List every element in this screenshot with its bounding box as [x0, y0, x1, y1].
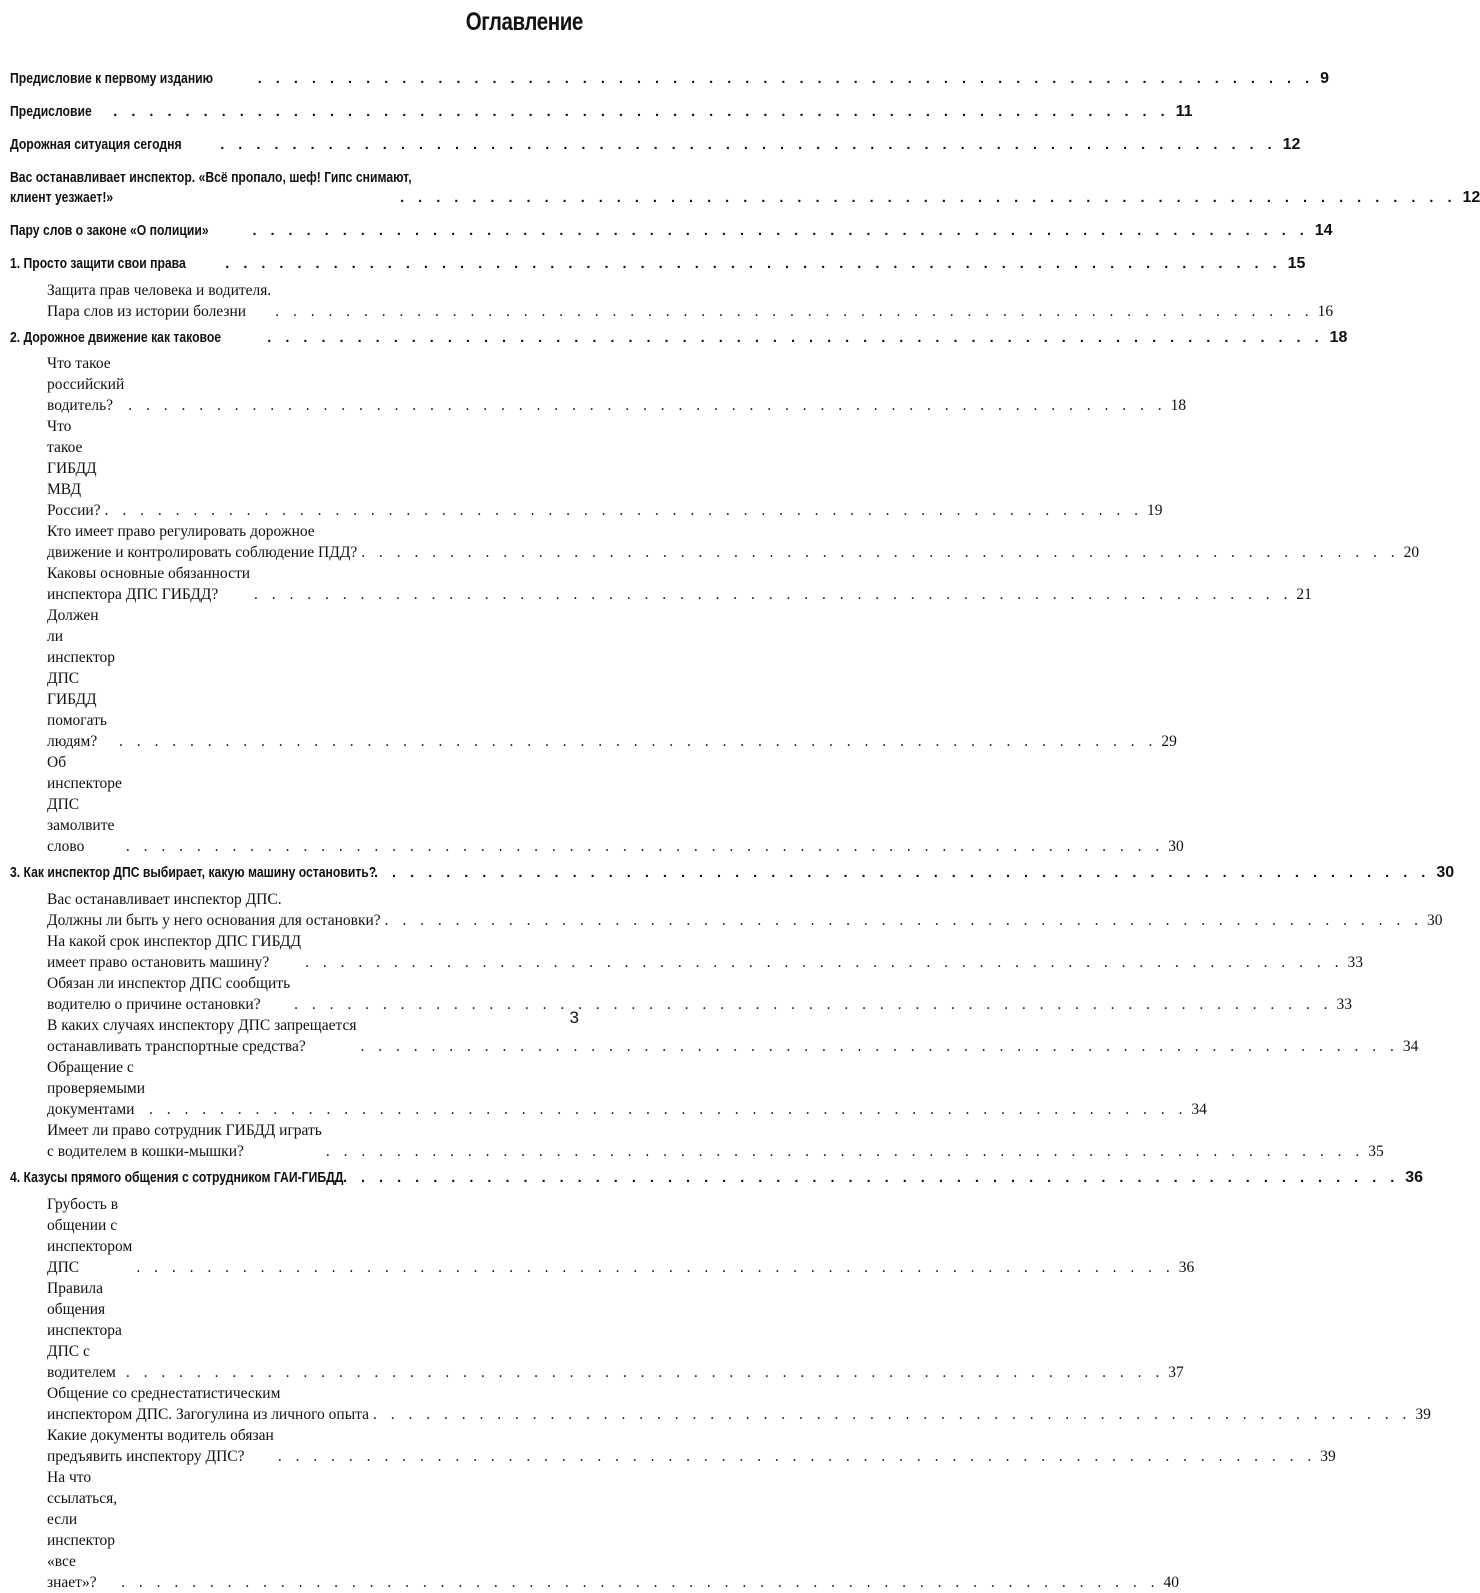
- dot-leader: . . . . . . . . . . . . . . . . . . . . . . . . . . . . . . . . . . . . . . . . . . . . . . . . . . . . . . . . . . .: [128, 397, 1167, 414]
- toc-entry-title-line2: Пара слов из истории болезни: [47, 303, 247, 320]
- toc-subentry: [10, 752, 1184, 857]
- toc-subentry: [10, 416, 1163, 521]
- toc-entry-title-line1: В каких случаях инспектору ДПС запрещается: [47, 1017, 357, 1034]
- toc-entry-title: Предисловие: [10, 104, 92, 120]
- toc-page-number: 21: [1296, 586, 1312, 603]
- toc-entry-title: Дорожная ситуация сегодня: [10, 137, 182, 153]
- toc-page-number: 12: [1462, 189, 1480, 206]
- toc-entry-title-line2: с водителем в кошки-мышки?: [47, 1143, 244, 1160]
- toc-page-number: 36: [1405, 1169, 1424, 1186]
- dot-leader: . . . . . . . . . . . . . . . . . . . . . . . . . . . . . . . . . . . . . . . . . . . . . . . . . . . . . . . . . . .: [254, 586, 1293, 603]
- dot-leader: . . . . . . . . . . . . . . . . . . . . . . . . . . . . . . . . . . . . . . . . . . . . . . . . . . . . . . . . . . .: [149, 1101, 1188, 1118]
- dot-leader: . . . . . . . . . . . . . . . . . . . . . . . . . . . . . . . . . . . . . . . . . . . . . . . . . . . . . . . . . . .: [119, 733, 1158, 750]
- toc-page-number: 18: [1170, 397, 1187, 414]
- toc-entry-title: 4. Казусы прямого общения с сотрудником ГАИ-ГИБДД: [10, 1170, 344, 1186]
- toc-subentry: [10, 1467, 1179, 1593]
- toc-subentry: [10, 1278, 1184, 1383]
- toc-entry-title: Что такое ГИБДД МВД России?: [47, 418, 101, 519]
- toc-entry-title-line2: движение и контролировать соблюдение ПДД?: [47, 544, 358, 561]
- toc-entry-title-line1: Общение со среднестатистическим: [47, 1385, 281, 1402]
- dot-leader: . . . . . . . . . . . . . . . . . . . . . . . . . . . . . . . . . . . . . . . . . . . . . . . . . . . . . . . . . . .: [373, 865, 1431, 881]
- toc-subentry: [10, 1120, 1384, 1162]
- toc-section: [10, 168, 1480, 208]
- dot-leader: . . . . . . . . . . . . . . . . . . . . . . . . . . . . . . . . . . . . . . . . . . . . . . . . . . . . . . . . . . .: [372, 1406, 1412, 1423]
- toc-subentry: [10, 1057, 1207, 1120]
- toc-page-number: 18: [1329, 329, 1348, 346]
- dot-leader: . . . . . . . . . . . . . . . . . . . . . . . . . . . . . . . . . . . . . . . . . . . . . . . . . . . . . . . . . . .: [257, 71, 1315, 87]
- dot-leader: . . . . . . . . . . . . . . . . . . . . . . . . . . . . . . . . . . . . . . . . . . . . . . . . . . . . . . . . . . .: [220, 137, 1277, 153]
- toc-entry-title: Грубость в общении с инспектором ДПС: [47, 1196, 133, 1276]
- toc-entry-title-line1: Вас останавливает инспектор ДПС.: [47, 891, 282, 908]
- toc-subentry: [10, 521, 1420, 563]
- toc-entry-title-line2: инспектором ДПС. Загогулина из личного опыта: [47, 1406, 369, 1423]
- toc-subentry: [10, 1425, 1336, 1467]
- dot-leader: . . . . . . . . . . . . . . . . . . . . . . . . . . . . . . . . . . . . . . . . . . . . . . . . . . . . . . . . . . .: [294, 996, 1333, 1013]
- toc-subentry: [10, 931, 1363, 973]
- toc-page-number: 14: [1314, 222, 1333, 239]
- toc-entry-title-line1: Защита прав человека и водителя.: [47, 282, 272, 299]
- dot-leader: . . . . . . . . . . . . . . . . . . . . . . . . . . . . . . . . . . . . . . . . . . . . . . . . . . . . . . . . . . .: [361, 544, 1400, 561]
- toc-entry-title-line2: имеет право остановить машину?: [47, 954, 270, 971]
- toc-entry-title-line1: Вас останавливает инспектор. «Всё пропало, шеф! Гипс снимают,: [10, 170, 412, 186]
- toc-entry-title: Пару слов о законе «О полиции»: [10, 223, 209, 239]
- toc-entry-title: 3. Как инспектор ДПС выбирает, какую машину остановить?: [10, 865, 377, 881]
- toc-page-number: 34: [1191, 1101, 1207, 1118]
- toc-page-number: 20: [1403, 544, 1420, 561]
- toc-page-number: 35: [1368, 1143, 1384, 1160]
- toc-section: [10, 328, 1348, 348]
- table-of-contents: [10, 69, 1480, 1593]
- dot-leader: . . . . . . . . . . . . . . . . . . . . . . . . . . . . . . . . . . . . . . . . . . . . . . . . . . . . . . . . . . .: [400, 190, 1457, 206]
- toc-page-number: 9: [1320, 70, 1329, 87]
- toc-page-number: 11: [1175, 103, 1193, 120]
- toc-page-number: 40: [1163, 1574, 1179, 1591]
- toc-entry-title-line1: Имеет ли право сотрудник ГИБДД играть: [47, 1122, 322, 1139]
- toc-page-number: 15: [1287, 255, 1306, 272]
- dot-leader: . . . . . . . . . . . . . . . . . . . . . . . . . . . . . . . . . . . . . . . . . . . . . . . . . . . . . . . . . . .: [342, 1170, 1400, 1186]
- toc-page-number: 30: [1436, 864, 1455, 881]
- dot-leader: . . . . . . . . . . . . . . . . . . . . . . . . . . . . . . . . . . . . . . . . . . . . . . . . . . . . . . . . . . .: [275, 303, 1314, 320]
- toc-page-number: 12: [1282, 136, 1301, 153]
- toc-entry-title: Должен ли инспектор ДПС ГИБДД помогать людям?: [47, 607, 116, 750]
- dot-leader: . . . . . . . . . . . . . . . . . . . . . . . . . . . . . . . . . . . . . . . . . . . . . . . . . . . . . . . . . . .: [277, 1448, 1317, 1465]
- toc-entry-title-line1: Кто имеет право регулировать дорожное: [47, 523, 315, 540]
- toc-entry-title-line2: предъявить инспектору ДПС?: [47, 1448, 245, 1465]
- toc-subentry: [10, 1194, 1195, 1278]
- toc-subentry: [10, 280, 1334, 322]
- toc-subentry: [10, 973, 1353, 1015]
- toc-entry-title: Об инспекторе ДПС замолвите слово: [47, 754, 122, 855]
- dot-leader: . . . . . . . . . . . . . . . . . . . . . . . . . . . . . . . . . . . . . . . . . . . . . . . . . . . . . . . . . . .: [121, 1574, 1160, 1591]
- toc-subentry: [10, 1015, 1419, 1057]
- dot-leader: . . . . . . . . . . . . . . . . . . . . . . . . . . . . . . . . . . . . . . . . . . . . . . . . . . . . . . . . . . .: [325, 1143, 1365, 1160]
- dot-leader: . . . . . . . . . . . . . . . . . . . . . . . . . . . . . . . . . . . . . . . . . . . . . . . . . . . . . . . . . . .: [384, 912, 1424, 929]
- page-title: Оглавление: [465, 8, 583, 36]
- toc-page-number: 34: [1402, 1038, 1419, 1055]
- dot-leader: . . . . . . . . . . . . . . . . . . . . . . . . . . . . . . . . . . . . . . . . . . . . . . . . . . . . . . . . . . .: [225, 256, 1282, 272]
- toc-page-number: 37: [1168, 1364, 1184, 1381]
- dot-leader: . . . . . . . . . . . . . . . . . . . . . . . . . . . . . . . . . . . . . . . . . . . . . . . . . . . . . . . . . . .: [136, 1259, 1175, 1276]
- toc-page-number: 39: [1320, 1448, 1336, 1465]
- toc-entry-title: Что такое российский водитель?: [47, 355, 125, 414]
- toc-section: [10, 135, 1301, 155]
- toc-page-number: 30: [1168, 838, 1184, 855]
- toc-subentry: [10, 605, 1177, 752]
- toc-entry-title: Предисловие к первому изданию: [10, 71, 214, 87]
- toc-entry-title-line1: Какие документы водитель обязан: [47, 1427, 274, 1444]
- toc-entry-title-line2: инспектора ДПС ГИБДД?: [47, 586, 219, 603]
- toc-subentry: [10, 1383, 1431, 1425]
- toc-entry-title: Обращение с проверяемыми документами: [47, 1059, 145, 1118]
- dot-leader: . . . . . . . . . . . . . . . . . . . . . . . . . . . . . . . . . . . . . . . . . . . . . . . . . . . . . . . . . . .: [113, 104, 1170, 120]
- toc-section: [10, 863, 1455, 883]
- toc-page-number: 16: [1317, 303, 1334, 320]
- toc-page-number: 36: [1178, 1259, 1195, 1276]
- dot-leader: . . . . . . . . . . . . . . . . . . . . . . . . . . . . . . . . . . . . . . . . . . . . . . . . . . . . . . . . . . .: [360, 1038, 1399, 1055]
- toc-entry-title-line1: Обязан ли инспектор ДПС сообщить: [47, 975, 291, 992]
- toc-entry-title: Правила общения инспектора ДПС с водителем: [47, 1280, 122, 1381]
- toc-page-number: 39: [1415, 1406, 1431, 1423]
- toc-entry-title: 1. Просто защити свои права: [10, 256, 186, 272]
- toc-page-number: 33: [1347, 954, 1363, 971]
- toc-section: [10, 1168, 1424, 1188]
- toc-subentry: [10, 889, 1443, 931]
- dot-leader: . . . . . . . . . . . . . . . . . . . . . . . . . . . . . . . . . . . . . . . . . . . . . . . . . . . . . . . . . . .: [104, 502, 1143, 519]
- toc-entry-title: На что ссылаться, если инспектор «все знает»?: [47, 1469, 118, 1591]
- dot-leader: . . . . . . . . . . . . . . . . . . . . . . . . . . . . . . . . . . . . . . . . . . . . . . . . . . . . . . . . . . .: [305, 954, 1344, 971]
- toc-entry-title: 2. Дорожное движение как таковое: [10, 330, 222, 346]
- dot-leader: . . . . . . . . . . . . . . . . . . . . . . . . . . . . . . . . . . . . . . . . . . . . . . . . . . . . . . . . . . .: [252, 223, 1309, 239]
- toc-entry-title-line2: водителю о причине остановки?: [47, 996, 261, 1013]
- dot-leader: . . . . . . . . . . . . . . . . . . . . . . . . . . . . . . . . . . . . . . . . . . . . . . . . . . . . . . . . . . .: [267, 330, 1324, 346]
- toc-section: [10, 69, 1329, 89]
- toc-subentry: [10, 563, 1312, 605]
- dot-leader: . . . . . . . . . . . . . . . . . . . . . . . . . . . . . . . . . . . . . . . . . . . . . . . . . . . . . . . . . . .: [125, 1364, 1165, 1381]
- toc-section: [10, 221, 1333, 241]
- toc-page-number: 30: [1427, 912, 1443, 929]
- toc-entry-title-line1: Каковы основные обязанности: [47, 565, 251, 582]
- toc-entry-title-line2: клиент уезжает!»: [10, 190, 114, 206]
- toc-page-number: 19: [1146, 502, 1163, 519]
- toc-entry-title-line2: останавливать транспортные средства?: [47, 1038, 306, 1055]
- toc-section: [10, 254, 1306, 274]
- toc-page-number: 33: [1336, 996, 1353, 1013]
- dot-leader: . . . . . . . . . . . . . . . . . . . . . . . . . . . . . . . . . . . . . . . . . . . . . . . . . . . . . . . . . . .: [125, 838, 1165, 855]
- toc-entry-title-line1: На какой срок инспектор ДПС ГИБДД: [47, 933, 302, 950]
- toc-subentry: [10, 353, 1187, 416]
- toc-page-number: 29: [1161, 733, 1177, 750]
- toc-entry-title-line2: Должны ли быть у него основания для остановки?: [47, 912, 381, 929]
- toc-section: [10, 102, 1193, 122]
- page-number: 3: [569, 1008, 579, 1027]
